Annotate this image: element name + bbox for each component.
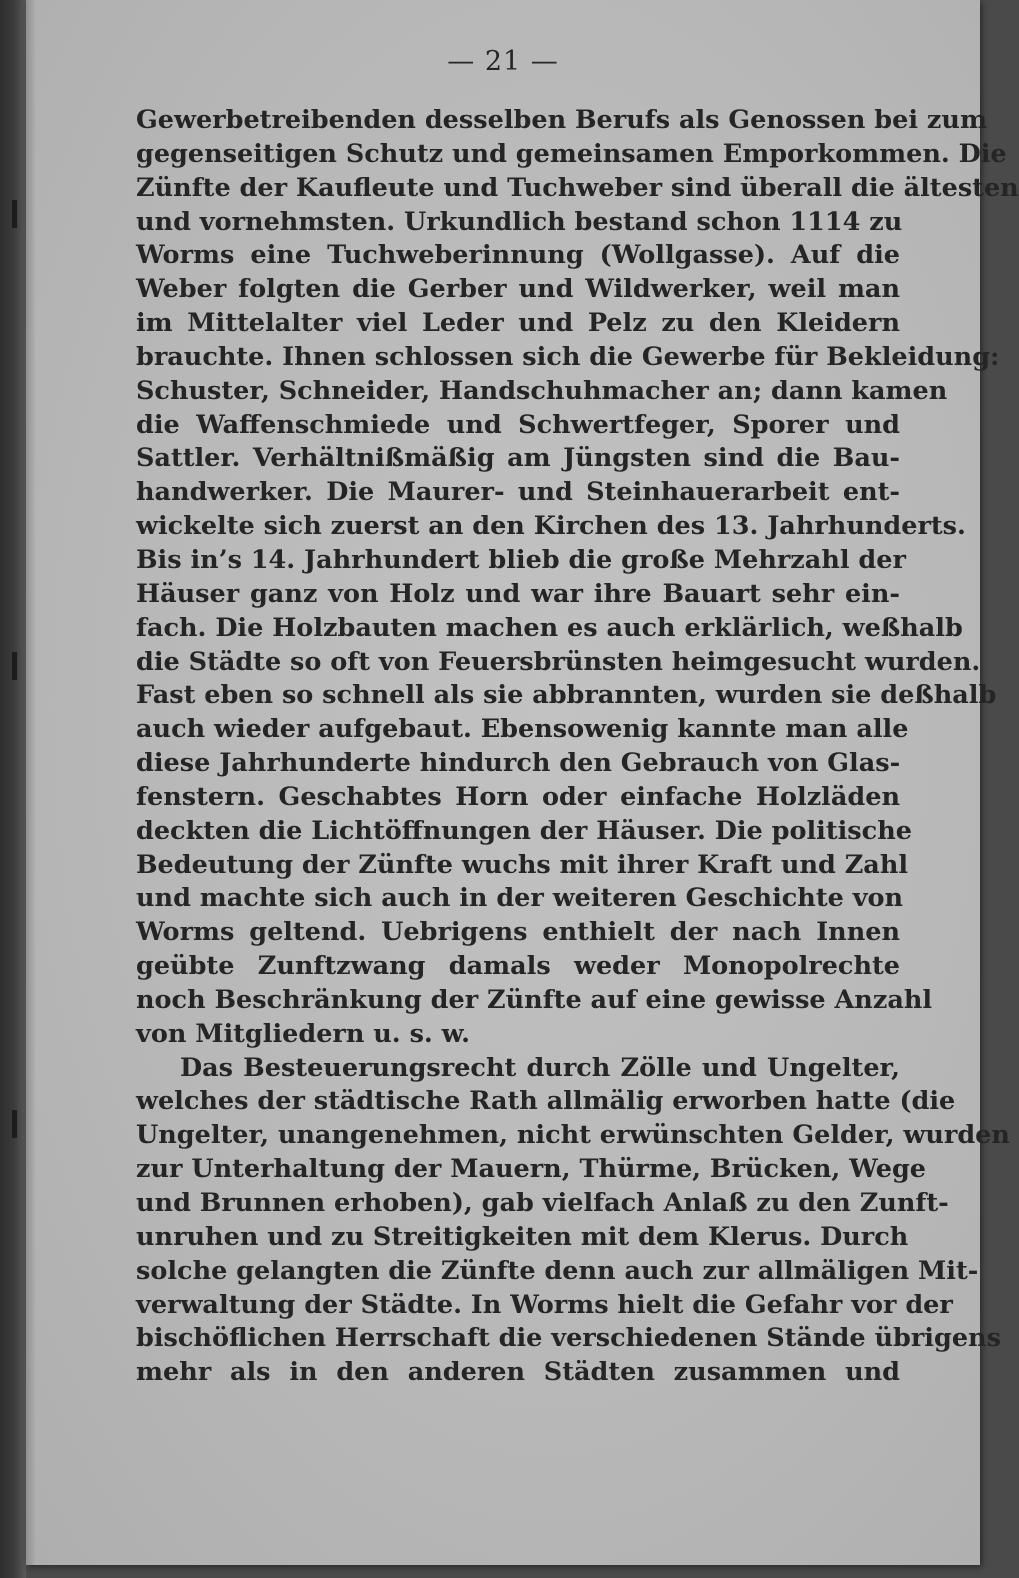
text-line: fenstern. Geschabtes Horn oder einfache Holzläden bbox=[136, 781, 900, 812]
text-line: und machte sich auch in der weiteren Geschichte von bbox=[136, 883, 904, 914]
text-line: unruhen und zu Streitigkeiten mit dem Klerus. Durch bbox=[136, 1221, 909, 1252]
text-line: wickelte sich zuerst an den Kirchen des 13. Jahrhunderts. bbox=[136, 511, 966, 542]
text-line: welches der städtische Rath allmälig erworben hatte (die bbox=[136, 1086, 956, 1117]
binding-mark bbox=[12, 652, 17, 680]
text-line: im Mittelalter viel Leder und Pelz zu den Kleidern bbox=[136, 308, 900, 339]
text-line: fach. Die Holzbauten machen es auch erklärlich, weßhalb bbox=[136, 612, 963, 643]
text-line: mehr als in den anderen Städten zusammen und bbox=[136, 1357, 900, 1388]
book-page bbox=[26, 0, 1019, 1565]
binding-mark bbox=[12, 1110, 17, 1138]
book-spine bbox=[0, 0, 26, 1578]
text-line: handwerker. Die Maurer- und Steinhauerarbeit ent- bbox=[136, 477, 900, 508]
binding-mark bbox=[12, 200, 17, 228]
text-line: verwaltung der Städte. In Worms hielt die Gefahr vor der bbox=[136, 1289, 953, 1320]
page-gutter-shadow bbox=[26, 0, 36, 1565]
text-line: solche gelangten die Zünfte denn auch zur allmäligen Mit- bbox=[136, 1255, 979, 1286]
text-line: Bis in’s 14. Jahrhundert blieb die große Mehrzahl der bbox=[136, 544, 906, 575]
body-text bbox=[136, 104, 1019, 1390]
text-line: Schuster, Schneider, Handschuhmacher an; dann kamen bbox=[136, 375, 948, 406]
text-line: geübte Zunftzwang damals weder Monopolrechte bbox=[136, 951, 900, 982]
text-line: auch wieder aufgebaut. Ebensowenig kannte man alle bbox=[136, 714, 909, 745]
text-line: bischöflichen Herrschaft die verschiedenen Stände übrigens bbox=[136, 1323, 1001, 1354]
text-line: Häuser ganz von Holz und war ihre Bauart sehr ein- bbox=[136, 578, 900, 609]
text-line: zur Unterhaltung der Mauern, Thürme, Brücken, Wege bbox=[136, 1154, 927, 1185]
text-line: noch Beschränkung der Zünfte auf eine gewisse Anzahl bbox=[136, 984, 933, 1015]
text-line: und vornehmsten. Urkundlich bestand schon 1114 zu bbox=[136, 206, 903, 237]
page-number: — 21 — bbox=[447, 46, 559, 77]
text-line: und Brunnen erhoben), gab vielfach Anlaß zu den Zunft- bbox=[136, 1188, 949, 1218]
text-line: gegenseitigen Schutz und gemeinsamen Emporkommen. Die bbox=[136, 138, 1007, 169]
text-line: diese Jahrhunderte hindurch den Gebrauch von Glas- bbox=[136, 748, 901, 779]
text-line: Weber folgten die Gerber und Wildwerker, weil man bbox=[136, 274, 900, 305]
text-line: brauchte. Ihnen schlossen sich die Gewerbe für Bekleidung: bbox=[136, 341, 1000, 372]
text-line: Bedeutung der Zünfte wuchs mit ihrer Kraft und Zahl bbox=[136, 849, 909, 880]
paragraph-start-line: Das Besteuerungsrecht durch Zölle und Ungelter, bbox=[180, 1052, 900, 1083]
text-line: die Waffenschmiede und Schwertfeger, Sporer und bbox=[136, 409, 900, 440]
text-line: Zünfte der Kaufleute und Tuchweber sind überall die ältesten bbox=[136, 172, 1019, 203]
text-line: Sattler. Verhältnißmäßig am Jüngsten sind die Bau- bbox=[136, 443, 900, 474]
text-line: Fast eben so schnell als sie abbrannten, wurden sie deßhalb bbox=[136, 680, 997, 711]
text-line: Worms eine Tuchweberinnung (Wollgasse). Auf die bbox=[136, 240, 900, 271]
text-line: Ungelter, unangenehmen, nicht erwünschten Gelder, wurden bbox=[136, 1120, 1010, 1151]
text-line: deckten die Lichtöffnungen der Häuser. Die politische bbox=[136, 815, 912, 846]
text-line: die Städte so oft von Feuersbrünsten heimgesucht wurden. bbox=[136, 646, 981, 677]
text-line: Worms geltend. Uebrigens enthielt der nach Innen bbox=[136, 917, 900, 948]
text-line: von Mitgliedern u. s. w. bbox=[136, 1018, 470, 1049]
text-line: Gewerbetreibenden desselben Berufs als Genossen bei zum bbox=[136, 105, 987, 135]
